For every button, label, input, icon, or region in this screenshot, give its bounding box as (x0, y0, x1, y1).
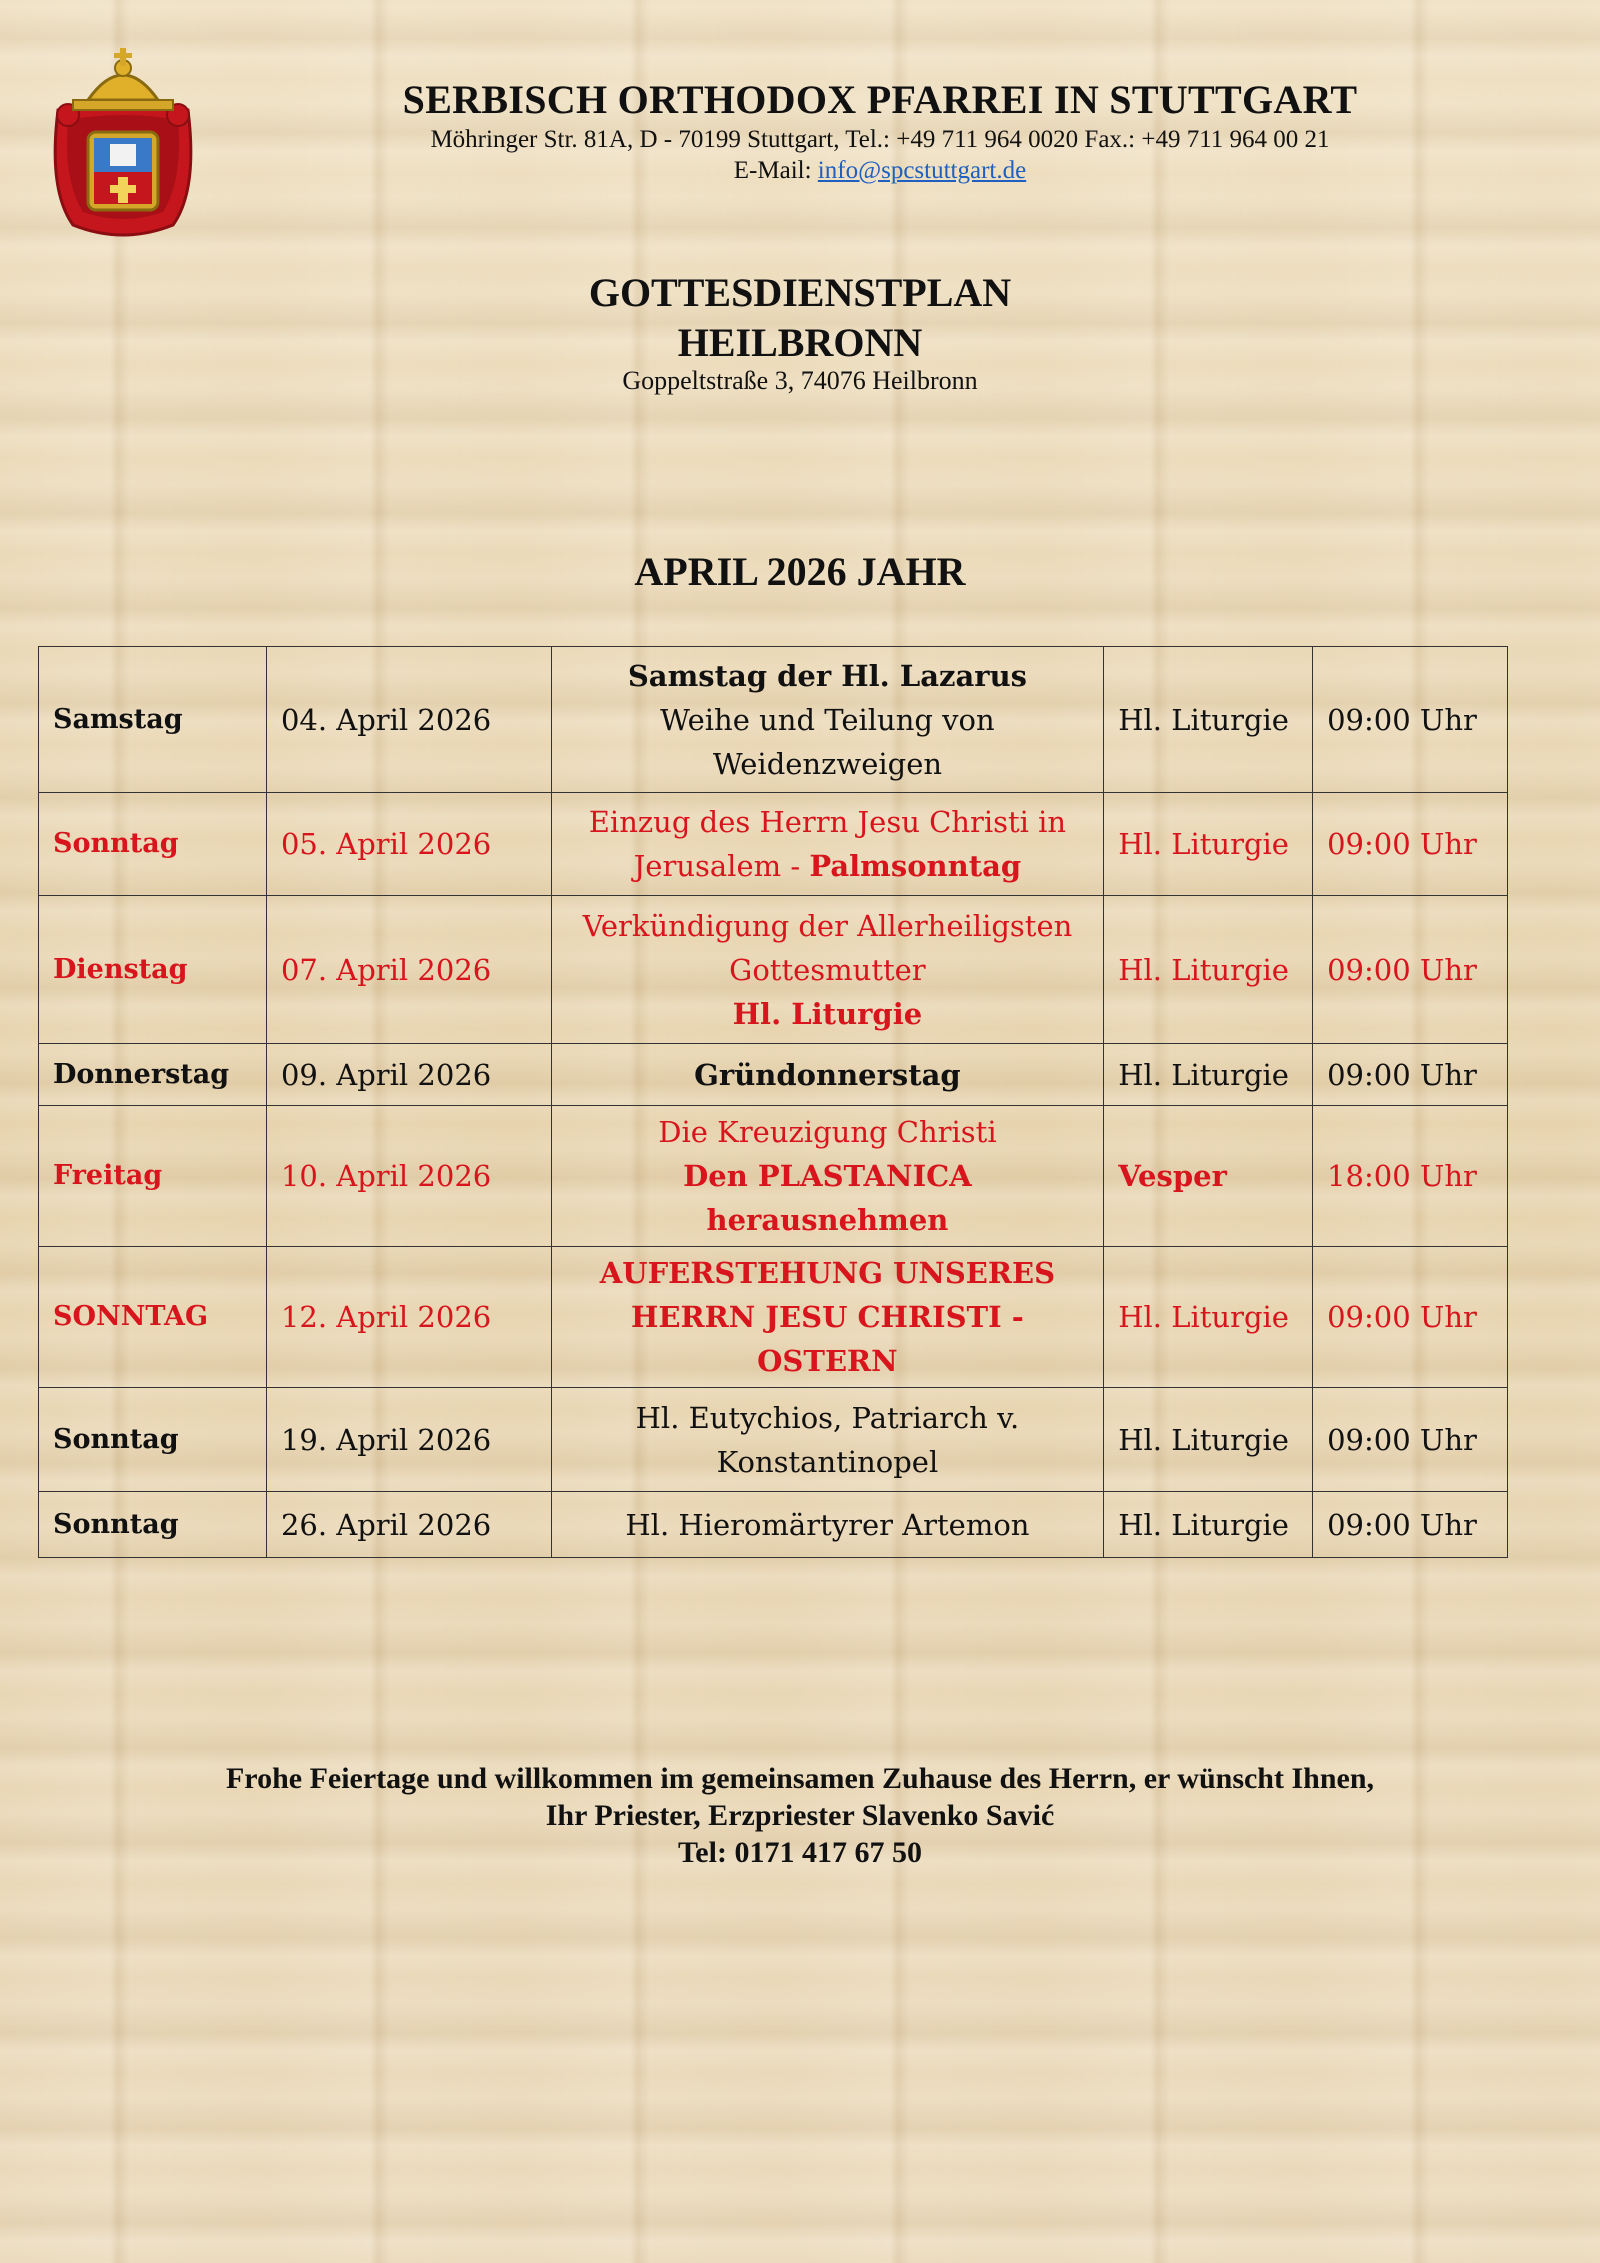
cell-description (551, 896, 1104, 1044)
table-row (39, 896, 1508, 1044)
cell-day: Dienstag (39, 896, 267, 1044)
cell-day: Freitag (39, 1106, 267, 1247)
cell-date: 10. April 2026 (266, 1106, 551, 1247)
cell-day: Sonntag (39, 793, 267, 896)
cell-date: 09. April 2026 (266, 1044, 551, 1106)
email-line (80, 157, 1600, 185)
table-row (39, 1247, 1508, 1388)
description-text: Einzug des Herrn Jesu Christi in Jerusalem - (588, 805, 1067, 883)
cell-service: Hl. Liturgie (1104, 1044, 1313, 1106)
table-row (39, 1492, 1508, 1558)
cell-time: 09:00 Uhr (1313, 896, 1508, 1044)
cell-time: 18:00 Uhr (1313, 1106, 1508, 1247)
cell-date: 26. April 2026 (266, 1492, 551, 1558)
cell-day: Donnerstag (39, 1044, 267, 1106)
cell-time: 09:00 Uhr (1313, 1247, 1508, 1388)
table-row (39, 793, 1508, 896)
cell-service: Hl. Liturgie (1104, 647, 1313, 793)
org-name: SERBISCH ORTHODOX PFARREI IN STUTTGART (402, 77, 1358, 122)
cell-description (551, 793, 1104, 896)
cell-description (551, 647, 1104, 793)
description-title: Samstag der Hl. Lazarus (627, 658, 1027, 693)
cell-description: Hl. Hieromärtyrer Artemon (551, 1492, 1104, 1558)
cell-day: Sonntag (39, 1492, 267, 1558)
cell-service: Vesper (1104, 1106, 1313, 1247)
footer-line-1: Frohe Feiertage und willkommen im gemeinsamen Zuhause des Herrn, er wünscht Ihnen, (225, 1762, 1375, 1795)
cell-description (551, 1247, 1104, 1388)
org-address: Möhringer Str. 81A, D - 70199 Stuttgart, Tel.: +49 711 964 0020 Fax.: +49 711 964 00 21 (430, 126, 1330, 153)
cell-service: Hl. Liturgie (1104, 896, 1313, 1044)
table-row (39, 1106, 1508, 1247)
title-line-1: GOTTESDIENSTPLAN (588, 270, 1012, 315)
description-bold: Palmsonntag (809, 849, 1022, 883)
description-text: Die Kreuzigung Christi (658, 1115, 997, 1149)
cell-date: 07. April 2026 (266, 896, 551, 1044)
cell-service: Hl. Liturgie (1104, 793, 1313, 896)
cell-time: 09:00 Uhr (1313, 1388, 1508, 1492)
description-text: Weihe und Teilung von Weidenzweigen (660, 702, 995, 781)
cell-day: Samstag (39, 647, 267, 793)
page-title (0, 268, 1600, 368)
cell-time: 09:00 Uhr (1313, 1492, 1508, 1558)
table-row (39, 1044, 1508, 1106)
cell-date: 12. April 2026 (266, 1247, 551, 1388)
location-address: Goppeltstraße 3, 74076 Heilbronn (622, 366, 978, 395)
cell-date: 05. April 2026 (266, 793, 551, 896)
email-link[interactable]: info@spcstuttgart.de (817, 157, 1027, 184)
cell-time: 09:00 Uhr (1313, 1044, 1508, 1106)
description-text: Verkündigung der Allerheiligsten Gottesmutter (582, 908, 1073, 987)
footer-phone: Tel: 0171 417 67 50 (678, 1836, 922, 1869)
description-bold: Den PLASTANICA herausnehmen (683, 1159, 972, 1237)
cell-day: Sonntag (39, 1388, 267, 1492)
cell-day: SONNTAG (39, 1247, 267, 1388)
cell-description: Hl. Eutychios, Patriarch v. Konstantinopel (551, 1388, 1104, 1492)
cell-service: Hl. Liturgie (1104, 1247, 1313, 1388)
cell-service: Hl. Liturgie (1104, 1388, 1313, 1492)
schedule-table (38, 646, 1508, 1558)
footer-message (0, 1760, 1600, 1871)
description-bold-line-2: HERRN JESU CHRISTI - OSTERN (631, 1300, 1024, 1378)
table-row (39, 647, 1508, 793)
email-label: E-Mail: (733, 157, 818, 184)
cell-description (551, 1106, 1104, 1247)
cell-description: Gründonnerstag (551, 1044, 1104, 1106)
title-line-2: HEILBRONN (677, 320, 923, 365)
cell-time: 09:00 Uhr (1313, 793, 1508, 896)
cell-service: Hl. Liturgie (1104, 1492, 1313, 1558)
cell-date: 04. April 2026 (266, 647, 551, 793)
table-row (39, 1388, 1508, 1492)
cell-time: 09:00 Uhr (1313, 647, 1508, 793)
description-bold-line-1: AUFERSTEHUNG UNSERES (599, 1256, 1056, 1290)
cell-date: 19. April 2026 (266, 1388, 551, 1492)
footer-line-2: Ihr Priester, Erzpriester Slavenko Savić (545, 1799, 1055, 1832)
description-bold: Hl. Liturgie (732, 996, 923, 1031)
month-title: APRIL 2026 JAHR (634, 549, 966, 594)
